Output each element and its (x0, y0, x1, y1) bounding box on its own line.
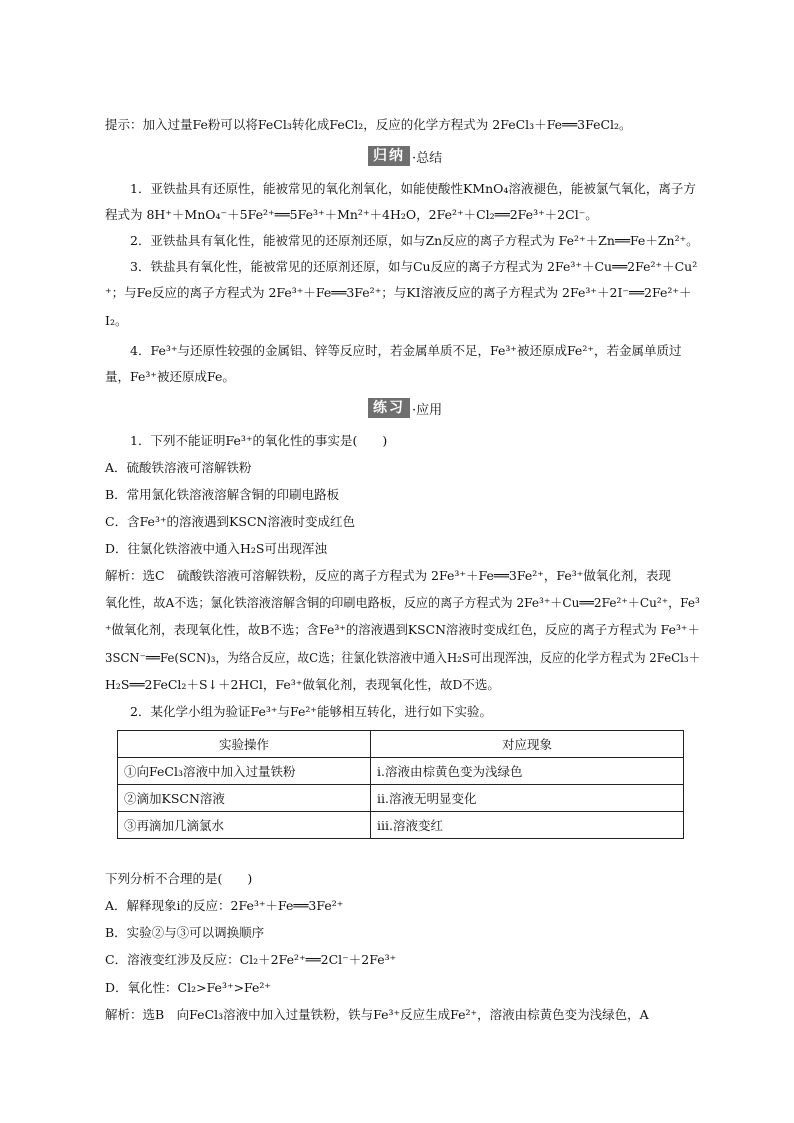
q2-option: C．溶液变红涉及反应：Cl₂＋2Fe²⁺══2Cl⁻＋2Fe³⁺ (105, 952, 397, 967)
q1-option: D．往氯化铁溶液中通入H₂S可出现浑浊 (105, 541, 327, 556)
experiment-table (117, 730, 684, 839)
practice-heading-sub: ·应用 (412, 402, 443, 418)
table-header-cell: 实验操作 (118, 731, 371, 758)
table-header-row (118, 731, 684, 758)
table-cell: ②滴加KSCN溶液 (118, 785, 371, 812)
table-header-cell: 对应现象 (371, 731, 684, 758)
table-row (118, 758, 684, 785)
summary-line: I₂。 (105, 313, 128, 328)
q1-option: A．硫酸铁溶液可溶解铁粉 (105, 460, 252, 475)
table-cell: ③再滴加几滴氯水 (118, 812, 371, 839)
q1-analysis-line: H₂S══2FeCl₂＋S↓＋2HCl，Fe³⁺做氧化剂，表现氧化性，故D不选。 (105, 677, 500, 692)
table-row (118, 812, 684, 839)
summary-line: 量，Fe³⁺被还原成Fe。 (105, 369, 235, 384)
practice-heading-box: 练习 (368, 398, 410, 418)
q2-option: D．氧化性：Cl₂>Fe³⁺>Fe²⁺ (105, 980, 272, 995)
summary-heading-sub: ·总结 (412, 150, 443, 166)
summary-line: 1．亚铁盐具有还原性，能被常见的氧化剂氧化，如能使酸性KMnO₄溶液褪色，能被氯气氧化，离子方 (130, 181, 696, 196)
summary-heading (368, 145, 442, 167)
hint-text: 提示：加入过量Fe粉可以将FeCl₃转化成FeCl₂，反应的化学方程式为 2FeCl₃＋Fe══3FeCl₂。 (105, 117, 632, 132)
table-cell: ⅲ.溶液变红 (371, 812, 684, 839)
practice-heading (368, 397, 442, 419)
table-row (118, 785, 684, 812)
summary-line: 4．Fe³⁺与还原性较强的金属铝、锌等反应时，若金属单质不足，Fe³⁺被还原成Fe²⁺，若金属单质过 (130, 343, 682, 358)
summary-line: 程式为 8H⁺＋MnO₄⁻＋5Fe²⁺══5Fe³⁺＋Mn²⁺＋4H₂O，2Fe²⁺＋Cl₂══2Fe³⁺＋2Cl⁻。 (105, 207, 598, 222)
q1-analysis-line: 3SCN⁻══Fe(SCN)₃，为络合反应，故C选；往氯化铁溶液中通入H₂S可出现浑浊，反应的化学方程式为 2FeCl₃＋ (105, 650, 701, 665)
summary-heading-box: 归纳 (368, 146, 410, 166)
q2-option: A．解释现象ⅰ的反应：2Fe³⁺＋Fe══3Fe²⁺ (105, 898, 344, 913)
table-cell: ①向FeCl₃溶液中加入过量铁粉 (118, 758, 371, 785)
q1-stem: 1．下列不能证明Fe³⁺的氧化性的事实是( ) (130, 433, 388, 448)
table-cell: ⅰ.溶液由棕黄色变为浅绿色 (371, 758, 684, 785)
q1-analysis-line: 解析：选C 硫酸铁溶液可溶解铁粉，反应的离子方程式为 2Fe³⁺＋Fe══3Fe²⁺，Fe³⁺做氧化剂，表现 (105, 568, 671, 583)
q2-option: B．实验②与③可以调换顺序 (105, 925, 265, 940)
q2-analysis-line: 解析：选B 向FeCl₃溶液中加入过量铁粉，铁与Fe³⁺反应生成Fe²⁺，溶液由棕黄色变为浅绿色，A (105, 1007, 649, 1022)
q1-option: C．含Fe³⁺的溶液遇到KSCN溶液时变成红色 (105, 514, 355, 529)
summary-line: 2．亚铁盐具有氧化性，能被常见的还原剂还原，如与Zn反应的离子方程式为 Fe²⁺＋Zn══Fe＋Zn²⁺。 (130, 233, 699, 248)
summary-line: 3．铁盐具有氧化性，能被常见的还原剂还原，如与Cu反应的离子方程式为 2Fe³⁺＋Cu══2Fe²⁺＋Cu² (130, 259, 698, 274)
summary-line: ⁺；与Fe反应的离子方程式为 2Fe³⁺＋Fe══3Fe²⁺；与KI溶液反应的离子方程式为 2Fe³⁺＋2I⁻══2Fe²⁺＋ (105, 285, 692, 300)
table-cell: ⅱ.溶液无明显变化 (371, 785, 684, 812)
q1-analysis-line: ⁺做氧化剂，表现氧化性，故B不选；含Fe³⁺的溶液遇到KSCN溶液时变成红色，反应的离子方程式为 Fe³⁺＋ (105, 622, 700, 637)
q1-option: B．常用氯化铁溶液溶解含铜的印刷电路板 (105, 487, 340, 502)
q2-stem: 2．某化学小组为验证Fe³⁺与Fe²⁺能够相互转化，进行如下实验。 (130, 704, 492, 719)
q1-analysis-line: 氧化性，故A不选；氯化铁溶液溶解含铜的印刷电路板，反应的离子方程式为 2Fe³⁺＋Cu══2Fe²⁺＋Cu²⁺，Fe³ (105, 595, 700, 610)
q2-question: 下列分析不合理的是( ) (105, 871, 253, 886)
